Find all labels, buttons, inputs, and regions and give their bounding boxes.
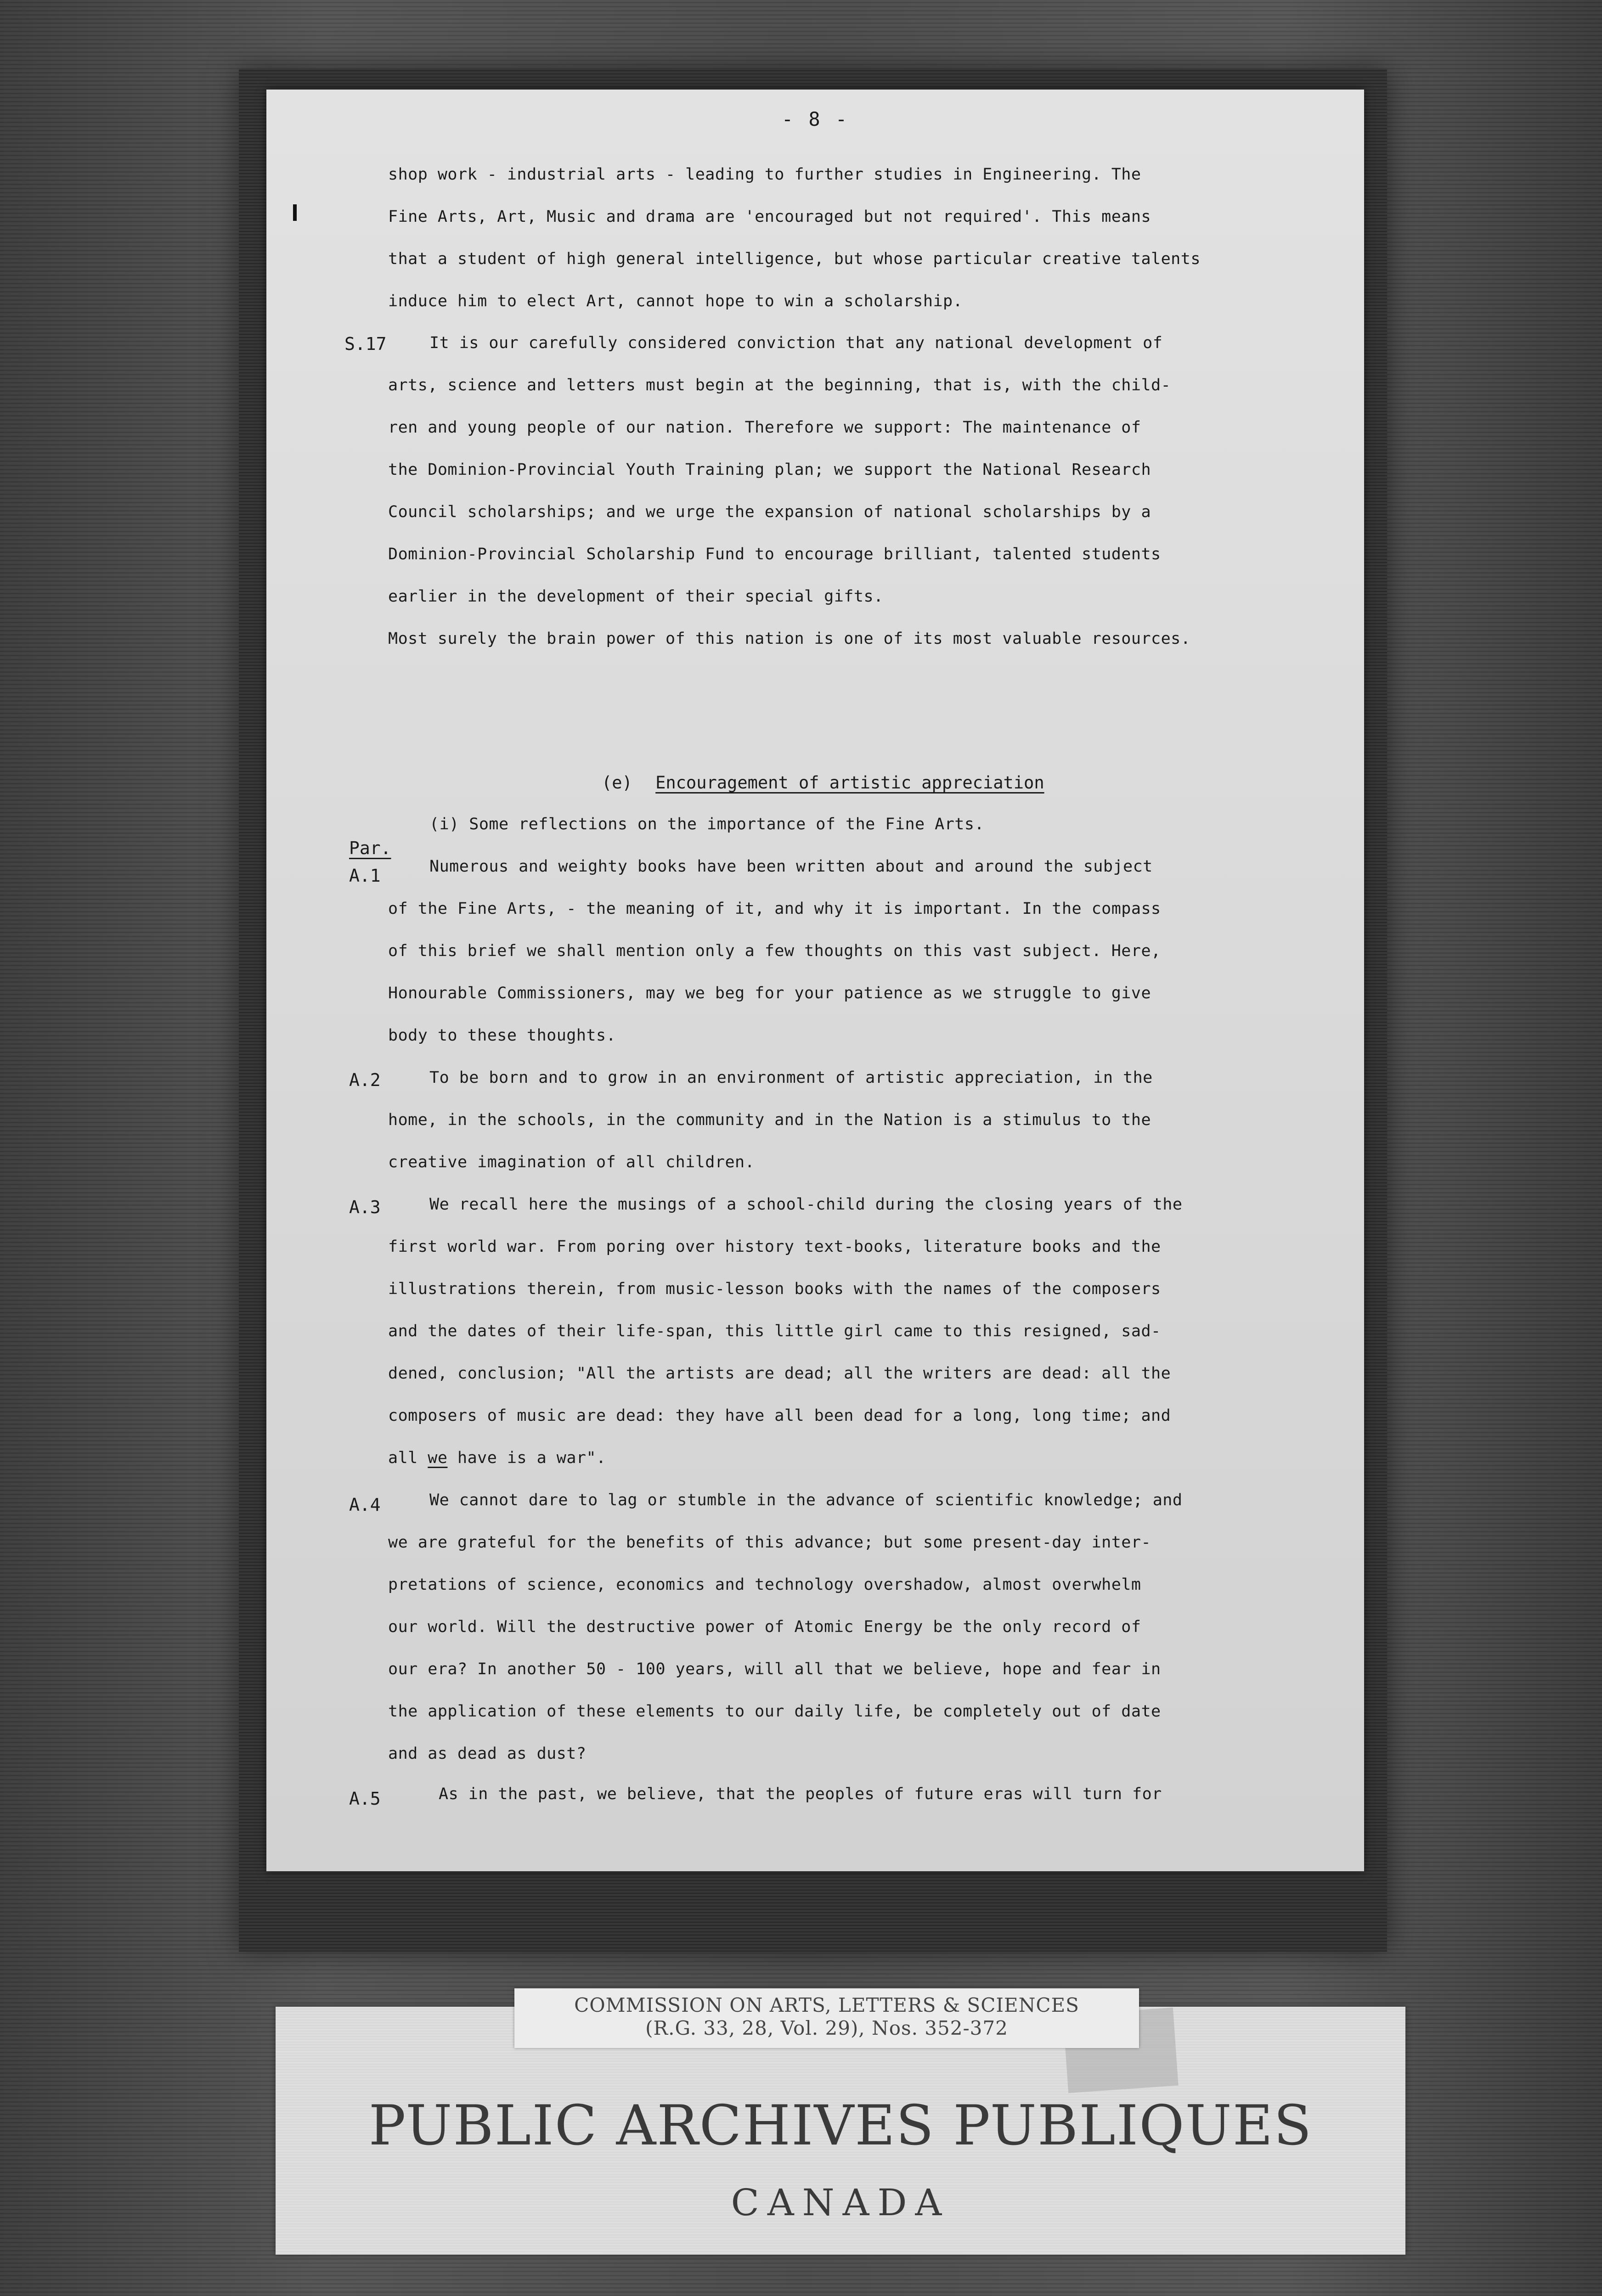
text-line: We cannot dare to lag or stumble in the advance of scientific knowledge; and [429, 1491, 1183, 1509]
text-line: our era? In another 50 - 100 years, will all that we believe, hope and fear in [388, 1660, 1161, 1678]
par-label: Par. [349, 838, 391, 858]
paragraph-label-a5: A.5 [349, 1789, 381, 1809]
text-line: arts, science and letters must begin at the beginning, that is, with the child- [388, 376, 1171, 394]
text-fragment: all [388, 1449, 428, 1467]
text-line: Fine Arts, Art, Music and drama are 'encouraged but not required'. This means [388, 208, 1151, 226]
underlined-word: we [428, 1449, 448, 1467]
paragraph-label-s17: S.17 [344, 334, 387, 354]
text-line: illustrations therein, from music-lesson books with the names of the composers [388, 1280, 1161, 1298]
text-line: of this brief we shall mention only a few thoughts on this vast subject. Here, [388, 942, 1161, 960]
paragraph-label-a4: A.4 [349, 1495, 381, 1515]
text-line-last [388, 1449, 606, 1467]
section-heading-title: Encouragement of artistic appreciation [655, 773, 1044, 793]
paragraph-label-a3: A.3 [349, 1197, 381, 1217]
text-line: To be born and to grow in an environment of artistic appreciation, in the [429, 1069, 1153, 1087]
text-line: induce him to elect Art, cannot hope to win a scholarship. [388, 292, 963, 310]
text-line: body to these thoughts. [388, 1026, 616, 1045]
section-heading-prefix: (e) [602, 773, 632, 793]
text-line: the Dominion-Provincial Youth Training plan; we support the National Research [388, 461, 1151, 479]
text-line: and as dead as dust? [388, 1745, 587, 1763]
collection-tag-line2: (R.G. 33, 28, Vol. 29), Nos. 352-372 [645, 2017, 1008, 2039]
text-line: home, in the schools, in the community and in the Nation is a stimulus to the [388, 1111, 1151, 1129]
collection-tag [514, 1988, 1139, 2048]
text-line: Council scholarships; and we urge the expansion of national scholarships by a [388, 503, 1151, 521]
archive-subtitle: CANADA [731, 2181, 950, 2224]
text-line: creative imagination of all children. [388, 1153, 755, 1171]
text-line: pretations of science, economics and technology overshadow, almost overwhelm [388, 1576, 1141, 1594]
paragraph-label-a2: A.2 [349, 1070, 381, 1090]
text-line: earlier in the development of their special gifts. [388, 587, 884, 606]
text-line: of the Fine Arts, - the meaning of it, and why it is important. In the compass [388, 900, 1161, 918]
section-heading [602, 773, 1044, 793]
margin-mark [293, 204, 297, 221]
text-line: It is our carefully considered conviction that any national development of [429, 334, 1163, 352]
text-line: we are grateful for the benefits of this advance; but some present-day inter- [388, 1533, 1151, 1552]
text-line: As in the past, we believe, that the peoples of future eras will turn for [439, 1785, 1162, 1803]
typewritten-page [266, 90, 1364, 1871]
text-line: and the dates of their life-span, this little girl came to this resigned, sad- [388, 1322, 1161, 1340]
text-line: our world. Will the destructive power of Atomic Energy be the only record of [388, 1618, 1141, 1636]
text-line: ren and young people of our nation. Therefore we support: The maintenance of [388, 418, 1141, 437]
text-line: first world war. From poring over history text-books, literature books and the [388, 1238, 1161, 1256]
page-number: - 8 - [781, 108, 849, 130]
archive-title: PUBLIC ARCHIVES PUBLIQUES [368, 2094, 1313, 2158]
text-line: composers of music are dead: they have all been dead for a long, long time; and [388, 1407, 1171, 1425]
text-line: the application of these elements to our daily life, be completely out of date [388, 1702, 1161, 1721]
text-line: Most surely the brain power of this nation is one of its most valuable resources. [388, 630, 1191, 648]
text-line: We recall here the musings of a school-child during the closing years of the [429, 1195, 1183, 1214]
collection-tag-line1: COMMISSION ON ARTS, LETTERS & SCIENCES [574, 1994, 1079, 2016]
subheading: (i) Some reflections on the importance of the Fine Arts. [429, 815, 985, 833]
text-line: that a student of high general intelligence, but whose particular creative talents [388, 250, 1201, 268]
paragraph-label-a1: A.1 [349, 866, 381, 886]
text-line: shop work - industrial arts - leading to further studies in Engineering. The [388, 165, 1141, 184]
text-line: Numerous and weighty books have been written about and around the subject [429, 857, 1153, 876]
text-line: Honourable Commissioners, may we beg for your patience as we struggle to give [388, 984, 1151, 1002]
text-line: dened, conclusion; "All the artists are dead; all the writers are dead: all the [388, 1364, 1171, 1383]
text-line: Dominion-Provincial Scholarship Fund to encourage brilliant, talented students [388, 545, 1161, 563]
text-fragment: have is a war". [447, 1449, 606, 1467]
